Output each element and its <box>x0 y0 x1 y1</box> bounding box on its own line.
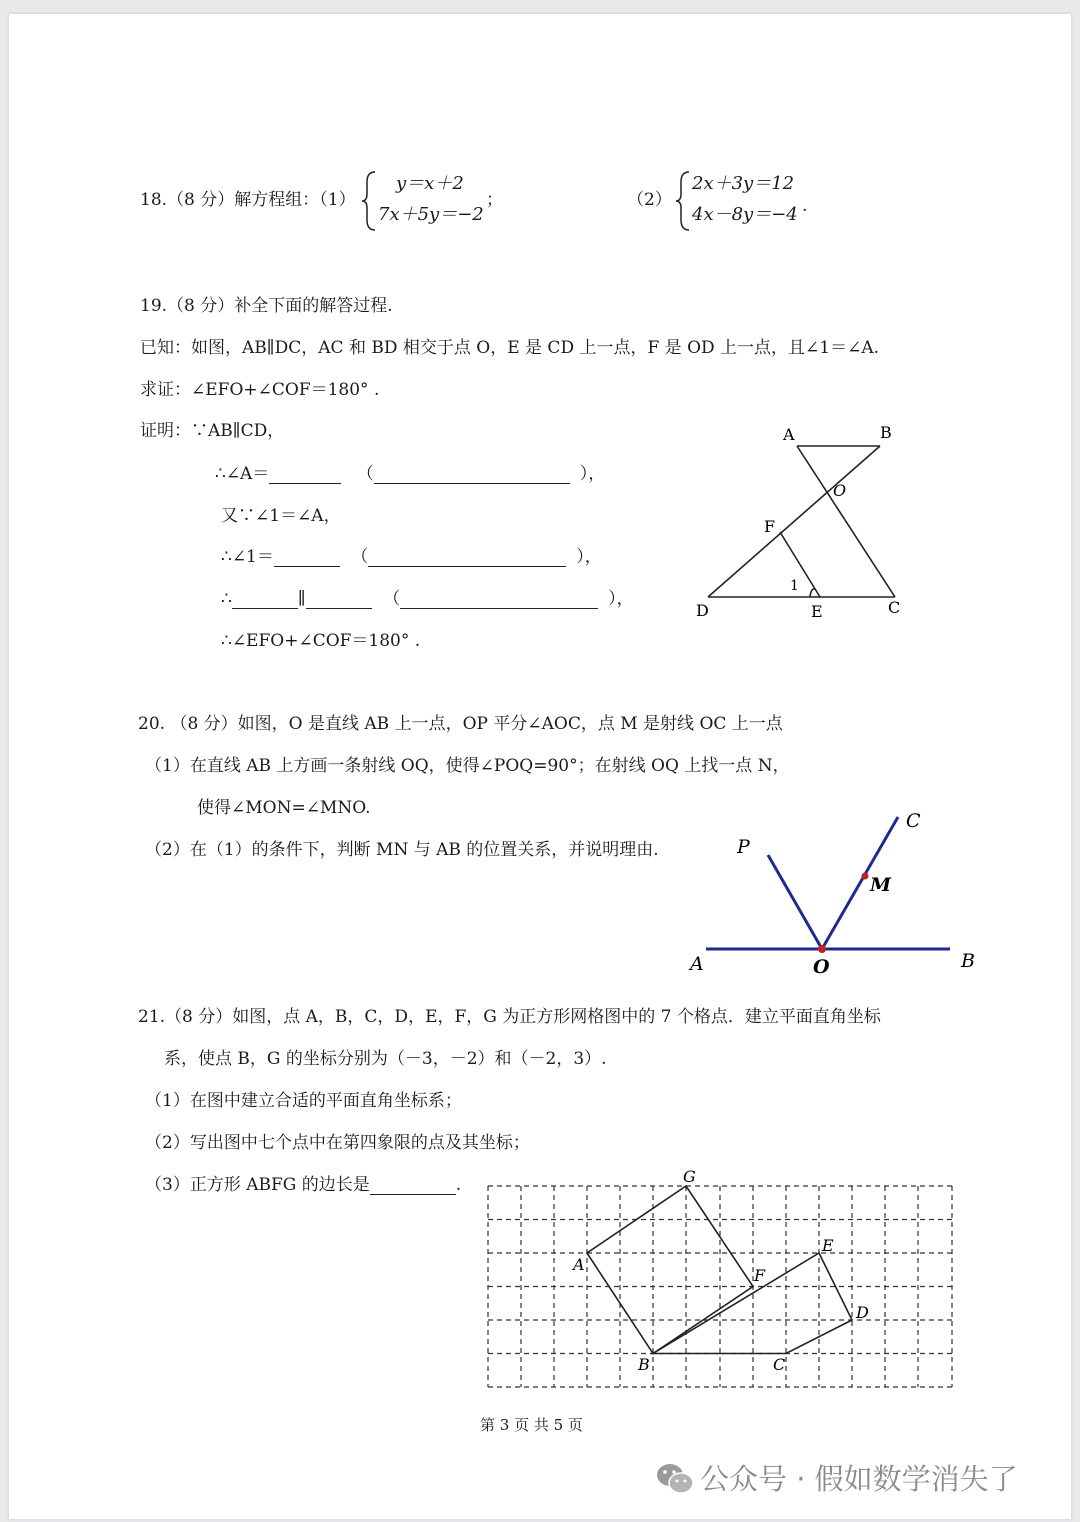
q21-stem-1: 21.（8 分）如图，点 A，B，C，D，E，F，G 为正方形网格图中的 7 个格点．建立平面直角坐标 <box>138 1007 881 1027</box>
q18-sys2-eq2: 4x－8y＝−4 <box>692 204 798 225</box>
q19-blank-4b[interactable] <box>306 590 372 609</box>
q20-stem: 20. （8 分）如图，O 是直线 AB 上一点，OP 平分∠AOC，点 M 是射线 OC 上一点 <box>138 714 783 734</box>
q20-part1b: 使得∠MON=∠MNO. <box>197 798 371 818</box>
q19-paren-open-4: （ <box>383 589 401 609</box>
q19-blank-1b[interactable] <box>374 465 570 484</box>
watermark-text <box>700 1461 1018 1497</box>
q19-label-angle: 1 <box>790 578 799 594</box>
q21-label-b: B <box>638 1355 650 1374</box>
q21-stem-2: 系，使点 B，G 的坐标分别为（－3，－2）和（－2，3）. <box>164 1049 607 1069</box>
q19-conclusion: ∴∠EFO+∠COF＝180° . <box>221 631 421 651</box>
q21-label-c: C <box>773 1355 786 1374</box>
q19-blank-4c[interactable] <box>400 590 598 609</box>
q19-proof-line-3 <box>221 547 602 567</box>
q20-part1: （1）在直线 AB 上方画一条射线 OQ，使得∠POQ=90°；在射线 OQ 上找一点 N， <box>145 756 790 776</box>
q19-label-f: F <box>764 517 776 536</box>
q20-label-a: A <box>690 953 704 975</box>
q19-label-c: C <box>888 598 901 617</box>
q19-given: 已知：如图，AB∥DC，AC 和 BD 相交于点 O，E 是 CD 上一点，F 是 OD 上一点，且∠1＝∠A. <box>140 338 880 358</box>
q19-title: 19.（8 分）补全下面的解答过程. <box>140 296 393 316</box>
q21-part3 <box>145 1175 461 1195</box>
q19-proof-line-1 <box>215 464 605 484</box>
q19-proof-line-2: 又∵∠1＝∠A， <box>221 506 341 526</box>
q19-blank-3a[interactable] <box>274 548 340 567</box>
q19-blank-1a[interactable] <box>269 465 341 484</box>
q18-system-1 <box>378 168 484 230</box>
q19-seg-ef <box>780 532 820 597</box>
q19-blank-4a[interactable] <box>232 590 298 609</box>
q19-line3-text: ∴∠1＝ <box>221 547 274 567</box>
watermark-label: 公众号 · 假如数学消失了 <box>700 1462 1018 1496</box>
page-footer: 第 3 页 共 5 页 <box>480 1416 583 1434</box>
q19-figure <box>690 420 920 625</box>
q19-parallel: ∥ <box>297 589 306 609</box>
q20-label-p: P <box>737 836 750 858</box>
q21-blank-side[interactable] <box>370 1176 456 1195</box>
q20-label-o: O <box>813 956 830 978</box>
q18-system-2 <box>692 168 798 230</box>
q20-label-m: M <box>870 874 892 896</box>
q18-sys1-eq1: y＝x＋2 <box>396 173 464 194</box>
q20-point-o <box>818 945 826 953</box>
q19-proof-line-4 <box>221 589 634 609</box>
q19-paren-close-3: ）， <box>576 547 602 567</box>
q19-label-d: D <box>696 601 709 620</box>
q18-sys1-eq2: 7x＋5y＝−2 <box>378 204 484 225</box>
q18-separator: ； <box>486 190 503 210</box>
q21-part2: （2）写出图中七个点中在第四象限的点及其坐标； <box>145 1133 530 1153</box>
q20-figure <box>680 800 980 985</box>
q20-label-c: C <box>906 810 921 832</box>
q19-label-o: O <box>833 481 847 500</box>
q18-brace-2 <box>676 170 692 232</box>
q18-part2-label: （2） <box>627 190 672 210</box>
q21-square-abfg <box>587 1186 753 1354</box>
q20-point-m <box>862 873 869 880</box>
q19-paren-close-4: ）， <box>608 589 634 609</box>
q19-prove: 求证：∠EFO+∠COF＝180° . <box>140 380 380 400</box>
q20-ray-op <box>768 855 822 949</box>
q21-label-a: A <box>573 1255 585 1274</box>
q18-stem: 18.（8 分）解方程组：（1） <box>140 190 356 210</box>
q19-blank-3b[interactable] <box>368 548 566 567</box>
q21-label-f: F <box>754 1266 766 1285</box>
q19-seg-bd <box>708 446 880 597</box>
q21-part1: （1）在图中建立合适的平面直角坐标系； <box>145 1091 462 1111</box>
q21-part3-text: （3）正方形 ABFG 的边长是 <box>145 1175 370 1195</box>
q20-part2: （2）在（1）的条件下，判断 MN 与 AB 的位置关系，并说明理由. <box>145 840 659 860</box>
q21-label-d: D <box>856 1303 869 1322</box>
wechat-icon <box>655 1462 695 1496</box>
q21-part3-end: . <box>455 1175 462 1195</box>
q18-brace-1 <box>362 170 378 232</box>
q20-label-b: B <box>961 950 975 972</box>
q19-seg-ac <box>797 446 895 597</box>
q19-angle-1-arc <box>810 589 815 597</box>
q18-end: . <box>802 196 808 216</box>
q19-paren-close-1: ）， <box>579 464 606 484</box>
q19-label-b: B <box>880 423 892 442</box>
q19-line4-prefix: ∴ <box>221 589 232 609</box>
q19-proof-start: 证明：∵AB∥CD， <box>140 421 285 441</box>
q19-paren-open-3: （ <box>351 547 369 567</box>
q18-sys2-eq1: 2x＋3y＝12 <box>692 173 795 194</box>
q19-label-a: A <box>783 425 795 444</box>
q21-label-g: G <box>683 1167 696 1186</box>
q19-paren-open-1: （ <box>356 464 374 484</box>
q19-label-e: E <box>811 602 823 621</box>
q19-line1-text: ∴∠A＝ <box>215 464 270 484</box>
q21-grid-figure <box>480 1165 965 1395</box>
q21-label-e: E <box>822 1236 834 1255</box>
